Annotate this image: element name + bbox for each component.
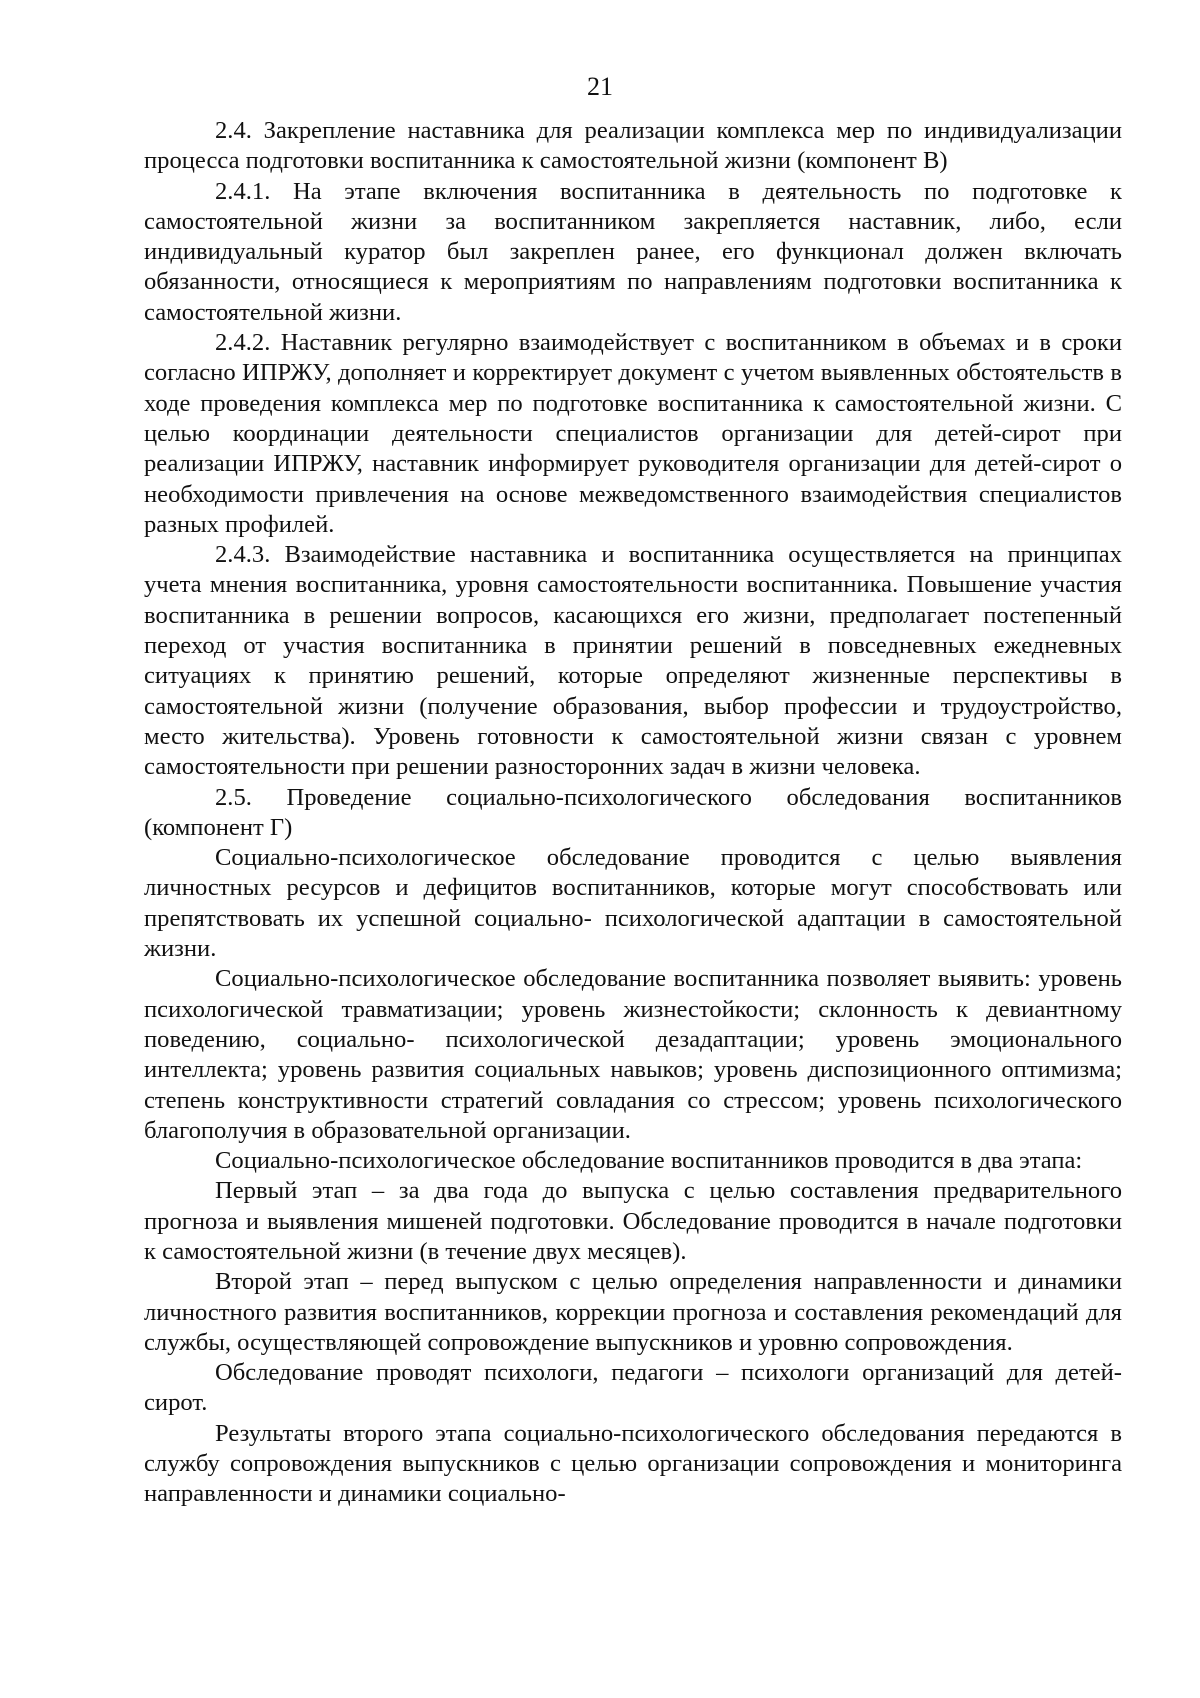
page-number: 21 xyxy=(587,72,613,101)
paragraph-survey-stages: Социально-психологическое обследование воспитанников проводится в два этапа: xyxy=(215,1147,1083,1175)
paragraph-2-4-1: 2.4.1. На этапе включения воспитанника в деятельность по подготовке к самостоятельной жизни за воспитанником закрепляется наставник, либо, если индивидуальный куратор был закреплен ранее, его функционал должен включать обязанности, относящиеся к мероприятиям по направлениям подготовки воспитанника к самостоятельной жизни. xyxy=(144,177,1122,326)
section-2-4-heading: 2.4. Закрепление наставника для реализации комплекса мер по индивидуализации процесса подготовки воспитанника к самостоятельной жизни (компонент В) xyxy=(144,117,1122,175)
paragraph-results-transfer: Результаты второго этапа социально-психологического обследования передаются в службу сопровождения выпускников с целью организации сопровождения и мониторинга направленности и динамики социально- xyxy=(144,1419,1122,1508)
paragraph-first-stage: Первый этап – за два года до выпуска с целью составления предварительного прогноза и выявления мишеней подготовки. Обследование проводится в начале подготовки к самостоятельной жизни (в течение двух месяцев). xyxy=(144,1177,1122,1265)
paragraph-survey-purpose: Социально-психологическое обследование проводится с целью выявления личностных ресурсов и дефицитов воспитанников, которые могут способствовать или препятствовать их успешной социально- психологической адаптации в самостоятельной жизни. xyxy=(144,844,1122,963)
paragraph-2-4-2: 2.4.2. Наставник регулярно взаимодействует с воспитанником в объемах и в сроки согласно ИПРЖУ, дополняет и корректирует документ с учетом выявленных обстоятельств в ходе проведения комплекса мер по подготовке воспитанника к самостоятельной жизни. С целью координации деятельности специалистов организации для детей-сирот при реализации ИПРЖУ, наставник информирует руководителя организации для детей-сирот о необходимости привлечения на основе межведомственного взаимодействия специалистов разных профилей. xyxy=(144,329,1122,538)
paragraph-2-4-3: 2.4.3. Взаимодействие наставника и воспитанника осуществляется на принципах учета мнения воспитанника, уровня самостоятельности воспитанника. Повышение участия воспитанника в решении вопросов, касающихся его жизни, предполагает постепенный переход от участия воспитанника в принятии решений в повседневных ежедневных ситуациях к принятию решений, которые определяют жизненные перспективы в самостоятельной жизни (получение образования, выбор профессии и трудоустройство, место жительства). Уровень готовности к самостоятельной жизни связан с уровнем самостоятельности при решении разносторонних задач в жизни человека. xyxy=(144,541,1122,781)
paragraph-survey-conductors: Обследование проводят психологи, педагоги – психологи организаций для детей-сирот. xyxy=(144,1359,1122,1417)
paragraph-survey-scope: Социально-психологическое обследование воспитанника позволяет выявить: уровень психологической травматизации; уровень жизнестойкости; склонность к девиантному поведению, социально- психологической дезадаптации; уровень эмоционального интеллекта; уровень развития социальных навыков; уровень диспозиционного оптимизма; степень конструктивности стратегий совладания со стрессом; уровень психологического благополучия в образовательной организации. xyxy=(144,965,1122,1144)
document-body xyxy=(144,116,1122,1510)
section-2-5-heading: 2.5. Проведение социально-психологического обследования воспитанников (компонент Г) xyxy=(144,783,1122,841)
paragraph-second-stage: Второй этап – перед выпуском с целью определения направленности и динамики личностного развития воспитанников, коррекции прогноза и составления рекомендаций для службы, осуществляющей сопровождение выпускников и уровню сопровождения. xyxy=(144,1268,1122,1356)
